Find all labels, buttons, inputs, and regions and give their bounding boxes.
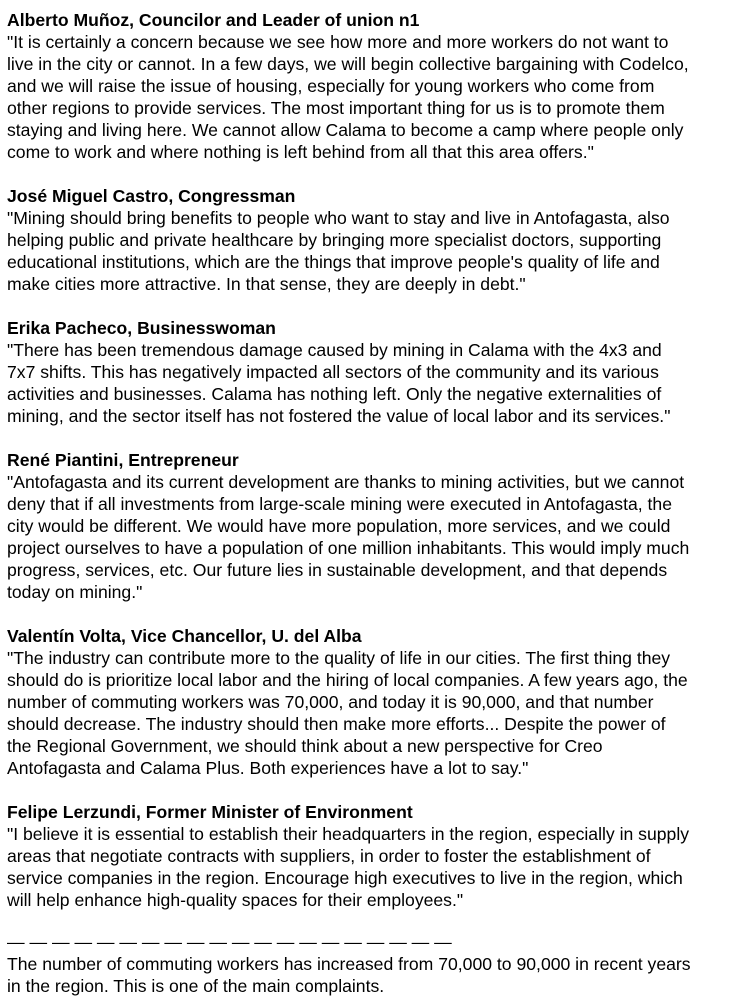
quote-line: "Antofagasta and its current development are thanks to mining activities, but we cannot xyxy=(7,472,685,492)
quote-line: city would be different. We would have more population, more services, and we could xyxy=(7,516,671,536)
quote-text xyxy=(7,471,745,603)
quote-line: helping public and private healthcare by bringing more specialist doctors, supporting xyxy=(7,230,662,250)
speaker-name: Erika Pacheco, Businesswoman xyxy=(7,318,276,338)
quote-line: deny that if all investments from large-scale mining were executed in Antofagasta, the xyxy=(7,494,673,514)
quote-line: Antofagasta and Calama Plus. Both experiences have a lot to say." xyxy=(7,758,529,778)
quote-line: project ourselves to have a population of one million inhabitants. This would imply much xyxy=(7,538,690,558)
quote-block-castro xyxy=(7,185,745,295)
speaker-name: José Miguel Castro, Congressman xyxy=(7,186,296,206)
quote-line: "It is certainly a concern because we see how more and more workers do not want to xyxy=(7,32,669,52)
quote-line: areas that negotiate contracts with suppliers, in order to foster the establishment of xyxy=(7,846,651,866)
quote-block-pacheco xyxy=(7,317,745,427)
quote-line: should decrease. The industry should then make more efforts... Despite the power of xyxy=(7,714,666,734)
quote-line: make cities more attractive. In that sense, they are deeply in debt." xyxy=(7,274,526,294)
quote-line: "There has been tremendous damage caused by mining in Calama with the 4x3 and xyxy=(7,340,662,360)
quote-text xyxy=(7,823,745,911)
speaker-name: Valentín Volta, Vice Chancellor, U. del Alba xyxy=(7,626,362,646)
footnote-line: in the region. This is one of the main complaints. xyxy=(7,976,385,996)
speaker-name: Alberto Muñoz, Councilor and Leader of union n1 xyxy=(7,10,420,30)
quote-line: number of commuting workers was 70,000, and today it is 90,000, and that number xyxy=(7,692,654,712)
document-page xyxy=(7,9,745,997)
quote-block-lerzundi xyxy=(7,801,745,911)
quote-line: "The industry can contribute more to the quality of life in our cities. The first thing they xyxy=(7,648,671,668)
speaker-name: Felipe Lerzundi, Former Minister of Environment xyxy=(7,802,413,822)
quote-line: will help enhance high-quality spaces for their employees." xyxy=(7,890,464,910)
quote-text xyxy=(7,31,745,163)
quote-text xyxy=(7,339,745,427)
quote-block-piantini xyxy=(7,449,745,603)
quote-line: "I believe it is essential to establish their headquarters in the region, especially in supply xyxy=(7,824,690,844)
quote-block-volta xyxy=(7,625,745,779)
quote-line: come to work and where nothing is left behind from all that this area offers." xyxy=(7,142,594,162)
quote-line: educational institutions, which are the things that improve people's quality of life and xyxy=(7,252,660,272)
quote-line: 7x7 shifts. This has negatively impacted all sectors of the community and its various xyxy=(7,362,659,382)
quote-block-munoz xyxy=(7,9,745,163)
quote-line: progress, services, etc. Our future lies in sustainable development, and that depends xyxy=(7,560,668,580)
quote-line: mining, and the sector itself has not fostered the value of local labor and its services." xyxy=(7,406,671,426)
quote-line: "Mining should bring benefits to people who want to stay and live in Antofagasta, also xyxy=(7,208,670,228)
quote-text xyxy=(7,207,745,295)
quote-line: staying and living here. We cannot allow Calama to become a camp where people only xyxy=(7,120,684,140)
footnote-separator: — — — — — — — — — — — — — — — — — — — — xyxy=(7,932,452,952)
quote-text xyxy=(7,647,745,779)
footnote xyxy=(7,953,745,997)
quote-line: live in the city or cannot. In a few days, we will begin collective bargaining with Codelco, xyxy=(7,54,689,74)
quote-line: today on mining." xyxy=(7,582,143,602)
quote-line: and we will raise the issue of housing, especially for young workers who come from xyxy=(7,76,655,96)
footnote-line: The number of commuting workers has increased from 70,000 to 90,000 in recent years xyxy=(7,954,691,974)
quote-line: activities and businesses. Calama has nothing left. Only the negative externalities of xyxy=(7,384,662,404)
speaker-name: René Piantini, Entrepreneur xyxy=(7,450,239,470)
quote-line: service companies in the region. Encourage high executives to live in the region, which xyxy=(7,868,683,888)
quote-line: should do is prioritize local labor and the hiring of local companies. A few years ago, the xyxy=(7,670,688,690)
quote-line: the Regional Government, we should think about a new perspective for Creo xyxy=(7,736,603,756)
quote-line: other regions to provide services. The most important thing for us is to promote them xyxy=(7,98,665,118)
